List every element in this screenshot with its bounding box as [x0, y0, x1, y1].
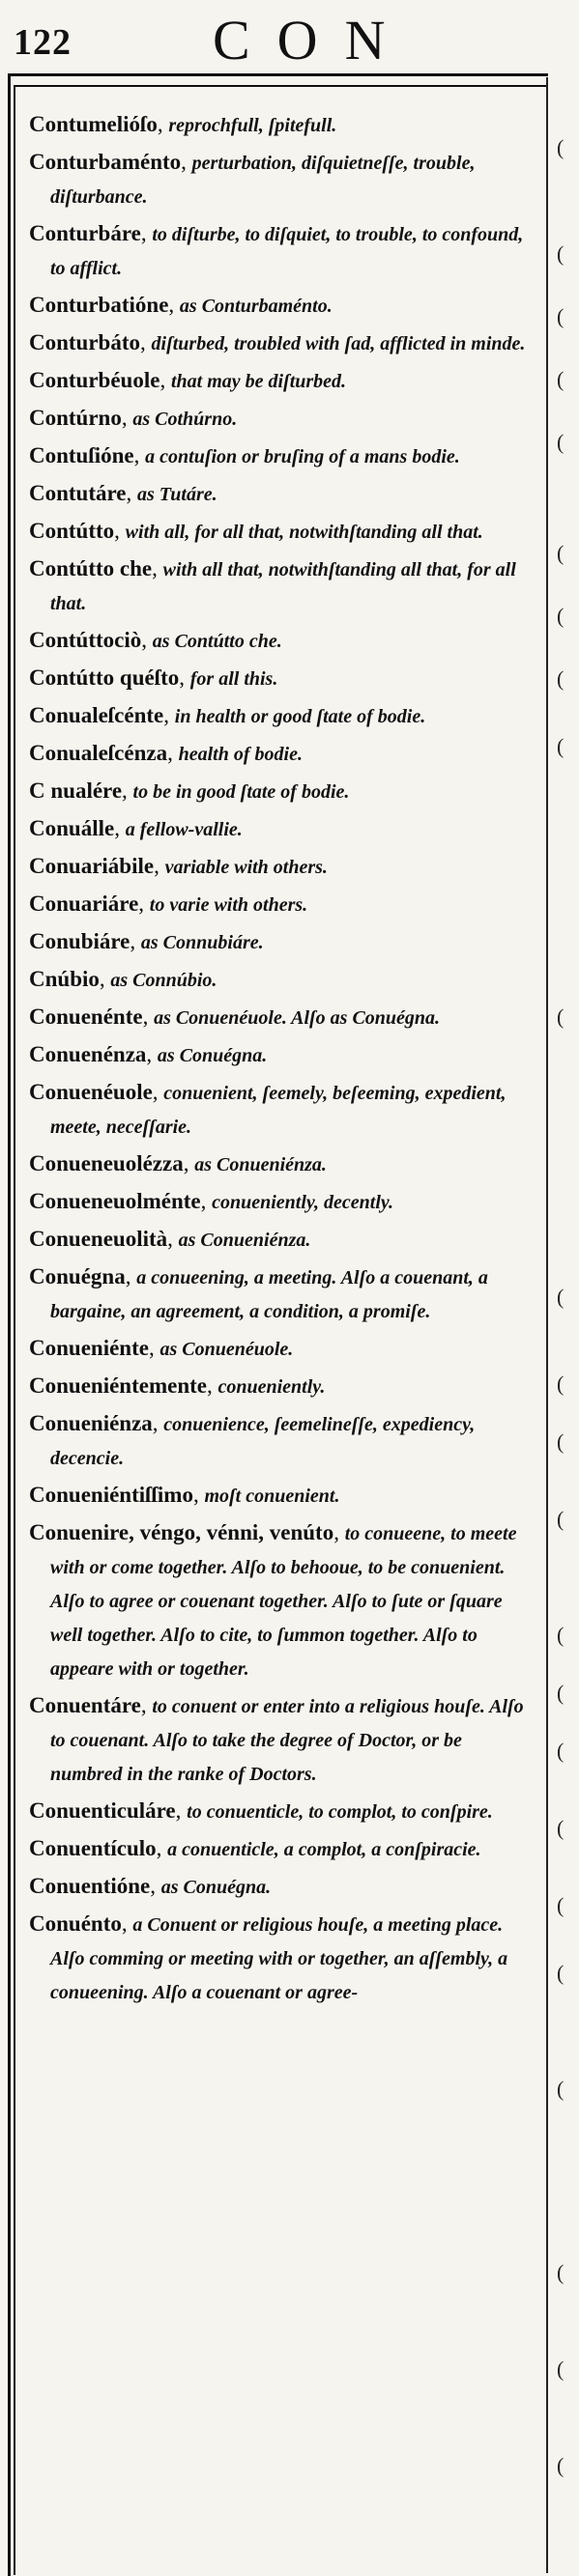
next-column-fragment: (: [557, 304, 565, 328]
dictionary-entry: Conuariáre, to varie with others.: [29, 892, 308, 916]
entry-definition: to diſturbe, to diſquiet, to trouble, to confound, to afflict.: [50, 224, 524, 279]
entry-headword: Conturbatióne: [29, 293, 169, 317]
entry-headword: Contútto che: [29, 556, 153, 580]
entry-definition: in health or good ſtate of bodie.: [174, 706, 426, 727]
dictionary-entry: Conueniénte, as Conuenéuole.: [29, 1336, 294, 1360]
entry-headword: Conuenénza: [29, 1042, 147, 1066]
entry-definition: as Conuégna.: [157, 1045, 268, 1066]
next-column-fragment: (: [557, 734, 565, 758]
next-column-fragment: (: [557, 1961, 565, 1985]
next-column-fragment: (: [557, 604, 565, 628]
dictionary-entry: Conueneuolézza, as Conueniénza.: [29, 1151, 327, 1175]
dictionary-entry: Contútto che, with all that, notwithſtanding all that, for all that.: [29, 556, 516, 614]
entry-headword: Conuálle: [29, 816, 115, 840]
entry-definition: to varie with others.: [149, 894, 308, 916]
entry-headword: Conuentáre: [29, 1693, 141, 1717]
next-column-fragment: (: [557, 1739, 565, 1763]
dictionary-entry: Conuenénte, as Conuenéuole. Alſo as Conuégna.: [29, 1005, 441, 1029]
entry-definition: conueniently.: [217, 1376, 326, 1398]
dictionary-entry: Conturbatióne, as Conturbaménto.: [29, 293, 333, 317]
next-column-fragment: (: [557, 2077, 565, 2101]
entry-headword: Conuentióne: [29, 1874, 151, 1898]
next-column-fragment: (: [557, 2357, 565, 2381]
dictionary-entry: Contútto, with all, for all that, notwithſtanding all that.: [29, 519, 483, 543]
entry-definition: variable with others.: [164, 857, 328, 878]
entry-headword: Conueniéntemente: [29, 1373, 207, 1398]
entry-definition: diſturbed, troubled with ſad, afflicted in minde.: [151, 333, 526, 354]
next-column-fragment: (: [557, 666, 565, 691]
entry-headword: Contutáre: [29, 481, 127, 505]
dictionary-entry: Conuentióne, as Conuégna.: [29, 1874, 272, 1898]
entry-headword: Conuenénte: [29, 1005, 143, 1029]
entry-definition: a fellow-vallie.: [125, 819, 243, 840]
entry-definition: a contuſion or bruſing of a mans bodie.: [145, 446, 460, 467]
entry-headword: Conualeſcénte: [29, 703, 164, 727]
next-column-fragment: (: [557, 1893, 565, 1917]
dictionary-entry: Conturbaménto, perturbation, diſquietneſſe, trouble, diſturbance.: [29, 150, 476, 208]
dictionary-entry: Contumelióſo, reprochfull, ſpitefull.: [29, 112, 337, 136]
entry-definition: as Conturbaménto.: [179, 296, 333, 317]
entry-headword: Conueneuolménte: [29, 1189, 201, 1213]
next-column-fragment: (: [557, 1430, 565, 1454]
dictionary-entry: Conturbáre, to diſturbe, to diſquiet, to trouble, to confound, to afflict.: [29, 221, 524, 279]
next-column-fragment: (: [557, 1372, 565, 1396]
entry-definition: reprochfull, ſpitefull.: [168, 115, 337, 136]
entry-definition: with all, for all that, notwithſtanding all that.: [125, 522, 483, 543]
next-column-fragment: (: [557, 135, 565, 159]
entry-definition: for all this.: [189, 668, 278, 690]
entry-definition: as Conuenéuole.: [159, 1339, 294, 1360]
entry-definition: a Conuent or religious houſe, a meeting place. Alſo comming or meeting with or together, an aſſembly, a conueening. Alſo a couenant or agree-: [50, 1914, 508, 2003]
dictionary-entry: Conualeſcénza, health of bodie.: [29, 741, 303, 765]
dictionary-entry: Conuenéuole, conuenient, ſeemely, beſeeming, expedient, meete, neceſſarie.: [29, 1080, 507, 1138]
next-column-fragment: (: [557, 1681, 565, 1705]
entry-headword: Conuénto: [29, 1911, 122, 1936]
entry-headword: Conuégna: [29, 1264, 126, 1288]
dictionary-entry: Conueniénza, conuenience, ſeemelineſſe, expediency, decencie.: [29, 1411, 476, 1469]
entry-definition: moſt conuenient.: [204, 1486, 340, 1507]
entry-headword: Conuenéuole: [29, 1080, 153, 1104]
entry-headword: Conturbaménto: [29, 150, 182, 174]
dictionary-entry: Contuſióne, a contuſion or bruſing of a mans bodie.: [29, 443, 460, 467]
entry-definition: conuenient, ſeemely, beſeeming, expedient, meete, neceſſarie.: [50, 1083, 507, 1138]
entry-headword: Conueneuolità: [29, 1227, 168, 1251]
entry-headword: Conueniénte: [29, 1336, 149, 1360]
next-column-fragment: (: [557, 430, 565, 454]
entry-headword: Conuenire, véngo, vénni, venúto: [29, 1520, 334, 1544]
entry-headword: Conueneuolézza: [29, 1151, 184, 1175]
entry-headword: Conuariábile: [29, 854, 155, 878]
next-column-edge: [553, 0, 579, 2573]
entry-definition: to conuenticle, to complot, to conſpire.: [187, 1801, 493, 1823]
dictionary-entry: Cnúbio, as Connúbio.: [29, 967, 217, 991]
dictionary-entry: Conuénto, a Conuent or religious houſe, a meeting place. Alſo comming or meeting with or together, an aſſembly, a conueening. Alſo a couenant or agree-: [29, 1911, 508, 2003]
next-column-fragment: (: [557, 2260, 565, 2284]
dictionary-entry: Conuariábile, variable with others.: [29, 854, 328, 878]
entry-definition: health of bodie.: [178, 744, 303, 765]
dictionary-entries: [29, 108, 534, 2013]
entry-definition: as Contútto che.: [152, 631, 282, 652]
entry-headword: Contumelióſo: [29, 112, 158, 136]
entry-headword: Cnúbio: [29, 967, 100, 991]
entry-headword: Conturbáto: [29, 330, 141, 354]
entry-definition: a conueening, a meeting. Alſo a couenant, a bargaine, an agreement, a condition, a promiſe.: [50, 1267, 488, 1322]
entry-definition: as Connúbio.: [110, 970, 217, 991]
entry-headword: Contúttociò: [29, 628, 142, 652]
entry-headword: Conualeſcénza: [29, 741, 168, 765]
dictionary-entry: Conuenénza, as Conuégna.: [29, 1042, 268, 1066]
entry-headword: Conubiáre: [29, 929, 130, 953]
next-column-fragment: (: [557, 1816, 565, 1840]
dictionary-entry: Conuégna, a conueening, a meeting. Alſo a couenant, a bargaine, an agreement, a condition, a promiſe.: [29, 1264, 488, 1322]
running-head: CON: [213, 9, 413, 71]
entry-definition: conueniently, decently.: [212, 1192, 394, 1213]
entry-definition: that may be diſturbed.: [170, 371, 347, 392]
entry-definition: perturbation, diſquietneſſe, trouble, diſturbance.: [50, 153, 476, 208]
entry-headword: Contútto: [29, 519, 115, 543]
dictionary-entry: Conuentáre, to conuent or enter into a religious houſe. Alſo to couenant. Alſo to take the degree of Doctor, or be numbred in the ranke of Doctors.: [29, 1693, 524, 1785]
dictionary-entry: Conturbáto, diſturbed, troubled with ſad, afflicted in minde.: [29, 330, 526, 354]
entry-definition: as Connubiáre.: [140, 932, 264, 953]
column-rule: [546, 77, 548, 2573]
entry-definition: to be in good ſtate of bodie.: [132, 781, 350, 803]
dictionary-entry: Conuenticuláre, to conuenticle, to complot, to conſpire.: [29, 1798, 493, 1823]
next-column-fragment: (: [557, 1005, 565, 1029]
entry-definition: with all that, notwithſtanding all that, for all that.: [50, 559, 516, 614]
entry-headword: Conuentículo: [29, 1836, 157, 1860]
entry-definition: as Conueniénza.: [194, 1154, 327, 1175]
next-column-fragment: (: [557, 241, 565, 266]
entry-definition: as Conueniénza.: [178, 1230, 311, 1251]
next-column-fragment: (: [557, 541, 565, 565]
page-header: [0, 0, 579, 70]
entry-definition: a conuenticle, a complot, a conſpiracie.: [167, 1839, 481, 1860]
entry-headword: Conueniéntiſſimo: [29, 1483, 193, 1507]
entry-headword: Contuſióne: [29, 443, 134, 467]
next-column-fragment: (: [557, 1285, 565, 1309]
dictionary-entry: C nualére, to be in good ſtate of bodie.: [29, 778, 350, 803]
next-column-fragment: (: [557, 367, 565, 391]
entry-definition: as Conuenéuole. Alſo as Conuégna.: [154, 1007, 441, 1029]
dictionary-entry: Contútto quéſto, for all this.: [29, 665, 278, 690]
entry-definition: to conueene, to meete with or come together. Alſo to behooue, to be conuenient. Alſo to agree or couenant together. Alſo to ſute or ſquare well together. Alſo to cite, to ſummon together. Alſo to appeare with or together.: [50, 1523, 517, 1680]
dictionary-entry: Conubiáre, as Connubiáre.: [29, 929, 264, 953]
page-number: 122: [14, 22, 72, 63]
entry-definition: conuenience, ſeemelineſſe, expediency, decencie.: [50, 1414, 476, 1469]
dictionary-entry: Contutáre, as Tutáre.: [29, 481, 217, 505]
dictionary-entry: Conueneuolménte, conueniently, decently.: [29, 1189, 394, 1213]
dictionary-entry: Contúttociò, as Contútto che.: [29, 628, 282, 652]
next-column-fragment: (: [557, 2453, 565, 2477]
entry-definition: as Cothúrno.: [132, 409, 238, 430]
dictionary-entry: Conuálle, a fellow-vallie.: [29, 816, 243, 840]
next-column-fragment: (: [557, 1623, 565, 1647]
next-column-fragment: (: [557, 1507, 565, 1531]
dictionary-entry: Conuenire, véngo, vénni, venúto, to conueene, to meete with or come together. Alſo to behooue, to be conuenient. Alſo to agree or couenant together. Alſo to ſute or ſquare well together. Alſo to cite, to ſummon together. Alſo to appeare with or together.: [29, 1520, 517, 1680]
entry-headword: Contúrno: [29, 406, 122, 430]
entry-definition: to conuent or enter into a religious houſe. Alſo to couenant. Alſo to take the degree of Doctor, or be numbred in the ranke of Doctors.: [50, 1696, 524, 1785]
entry-headword: Contútto quéſto: [29, 665, 180, 690]
entry-headword: Conuariáre: [29, 892, 139, 916]
dictionary-entry: Conuentículo, a conuenticle, a complot, a conſpiracie.: [29, 1836, 481, 1860]
entry-headword: Conturbáre: [29, 221, 141, 245]
entry-headword: Conuenticuláre: [29, 1798, 176, 1823]
dictionary-entry: Conueneuolità, as Conueniénza.: [29, 1227, 311, 1251]
dictionary-entry: Conueniéntiſſimo, moſt conuenient.: [29, 1483, 340, 1507]
entry-headword: Conturbéuole: [29, 368, 160, 392]
entry-definition: as Conuégna.: [160, 1877, 272, 1898]
dictionary-entry: Contúrno, as Cothúrno.: [29, 406, 238, 430]
entry-headword: C nualére: [29, 778, 123, 803]
dictionary-entry: Conueniéntemente, conueniently.: [29, 1373, 326, 1398]
dictionary-entry: Conturbéuole, that may be diſturbed.: [29, 368, 347, 392]
entry-definition: as Tutáre.: [137, 484, 217, 505]
entry-headword: Conueniénza: [29, 1411, 153, 1435]
dictionary-entry: Conualeſcénte, in health or good ſtate of bodie.: [29, 703, 426, 727]
